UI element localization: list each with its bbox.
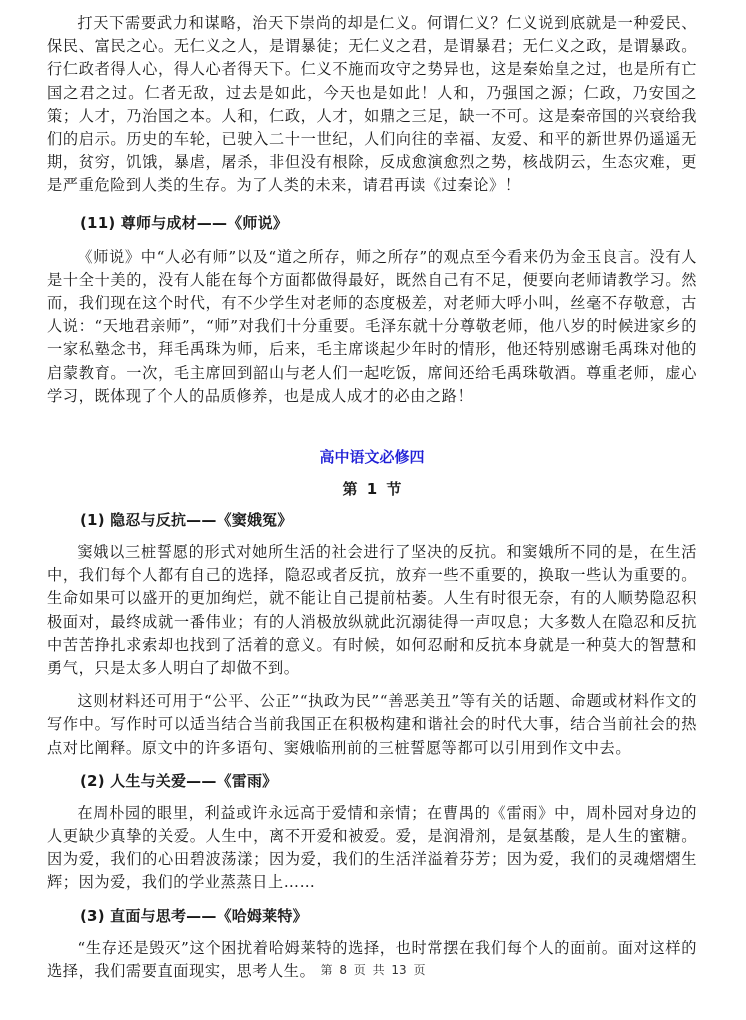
paragraph-shishuo: 《师说》中“人必有师”以及“道之所存，师之所存”的观点至今看来仍为金玉良言。没有人是十全十美的，没有人能在每个方面都做得最好，既然自己有不足，便要向老师请教学习。然而，我们现在这个时代，有不少学生对老师的态度极差，对老师大呼小叫，丝毫不存敬意，古人说：“天地君亲师”，“师”对我们十分重要。毛泽东就十分尊敬老师，他八岁的时候进家乡的一家私塾念书，拜毛禹珠为师，后来，毛主席谈起少年时的情形，他还特别感谢毛禹珠对他的启蒙教育。一次，毛主席回到韶山与老人们一起吃饭，席间还给毛禹珠敬酒。尊重老师，虚心学习，既体现了个人的品质修养，也是成人成才的必由之路！ (47, 247, 697, 405)
section-heading-11: (11) 尊师与成材——《师说》 (80, 213, 289, 232)
paragraph-guoqinlun-conclusion: 打天下需要武力和谋略，治天下崇尚的却是仁义。何谓仁义？仁义说到底就是一种爱民、保民、富民之心。无仁义之人，是谓暴徒；无仁义之君，是谓暴君；无仁义之政，是谓暴政。行仁政者得人心，得人心者得天下。仁义不施而攻守之势异也，这是秦始皇之过，也是所有亡国之君之过。仁者无敌，过去是如此，今天也是如此！人和，乃强国之源；仁政，乃安国之策；人才，乃治国之本。人和，仁政，人才，如鼎之三足，缺一不可。这是秦帝国的兴衰给我们的启示。历史的车轮，已驶入二十一世纪，人们向往的幸福、友爱、和平的新世界仍遥遥无期，贫穷，饥饿，暴虐，屠杀，非但没有根除，反成愈演愈烈之势，核战阴云，生态灾难，更是严重危险到人类的生存。为了人类的未来，请君再读《过秦论》！ (47, 14, 697, 195)
paragraph-dou-e-usage: 这则材料还可用于“公平、公正”“执政为民”“善恶美丑”等有关的话题、命题或材料作文的写作中。写作时可以适当结合当前我国正在积极构建和谐社会的时代大事，结合当前社会的热点对比阐释。原文中的许多语句、窦娥临刑前的三桩誓愿等都可以引用到作文中去。 (47, 692, 697, 757)
paragraph-hamlet: “生存还是毁灭”这个困扰着哈姆莱特的选择，也时常摆在我们每个人的面前。面对这样的选择，我们需要直面现实，思考人生。 (47, 938, 697, 980)
item-heading-1: (1) 隐忍与反抗——《窦娥冤》 (80, 511, 293, 530)
paragraph-dou-e: 窦娥以三桩誓愿的形式对她所生活的社会进行了坚决的反抗。和窦娥所不同的是，在生活中，我们每个人都有自己的选择，隐忍或者反抗，放弃一些不重要的，换取一些认为重要的。生命如果可以盛开的更加绚烂，就不能让自己提前枯萎。人生有时很无奈，有的人顺势隐忍积极面对，最终成就一番伟业；有的人消极放纵就此沉溺徒得一声叹息；大多数人在隐忍和反抗中苦苦挣扎求索却也找到了活着的意义。有时候，如何忍耐和反抗本身就是一种莫大的智慧和勇气，只是太多人明白了却做不到。 (47, 543, 697, 678)
document-page (47, 8, 697, 983)
book-title: 高中语文必修四 (319, 448, 425, 467)
item-heading-2: (2) 人生与关爱——《雷雨》 (80, 771, 278, 790)
section-title: 第 1 节 (342, 480, 402, 499)
paragraph-leiyu: 在周朴园的眼里，利益或许永远高于爱情和亲情；在曹禺的《雷雨》中，周朴园对身边的人更缺少真挚的关爱。人生中，离不开爱和被爱。爱，是润滑剂，是氨基酸，是人生的蜜糖。因为爱，我们的心田碧波荡漾；因为爱，我们的生活洋溢着芬芳；因为爱，我们的灵魂熠熠生辉；因为爱，我们的学业蒸蒸日上…… (47, 803, 697, 892)
item-heading-3: (3) 直面与思考——《哈姆莱特》 (80, 906, 308, 925)
page-footer: 第 8 页 共 13 页 (320, 963, 426, 977)
